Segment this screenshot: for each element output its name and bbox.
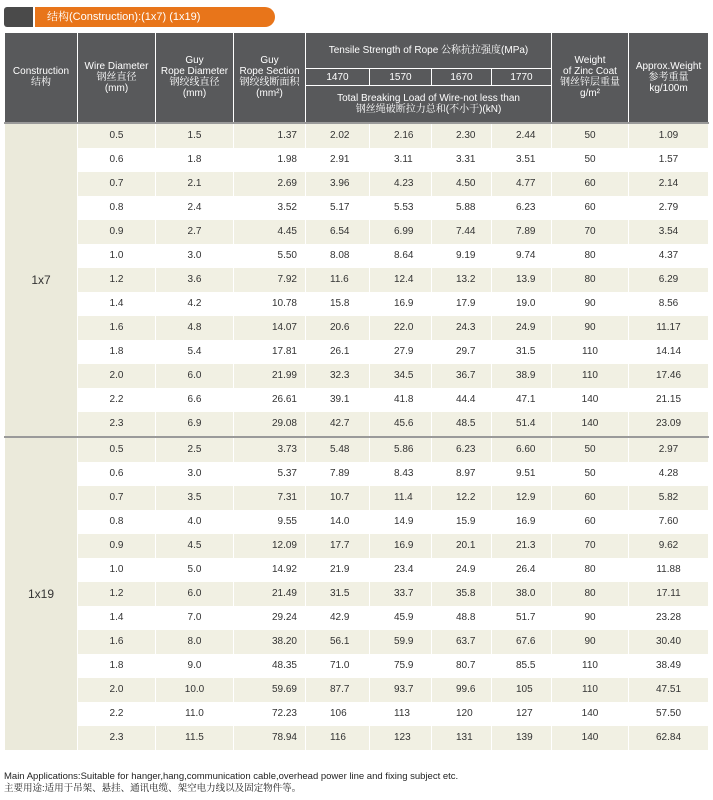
guy-rope-section-cell: 59.69 xyxy=(234,678,306,702)
zinc-weight-cell: 50 xyxy=(552,437,629,462)
load-1770-cell: 47.1 xyxy=(492,388,552,412)
load-1570-cell: 4.23 xyxy=(370,172,432,196)
guy-rope-diameter-cell: 6.0 xyxy=(156,364,234,388)
zinc-weight-cell: 140 xyxy=(552,388,629,412)
header-grade-1770: 1770 xyxy=(492,69,552,86)
load-1470-cell: 42.9 xyxy=(306,606,370,630)
header-breaking-load: Total Breaking Load of Wire-not less than 钢丝绳破断拉力总和(不小于)(kN) xyxy=(306,86,552,123)
load-1570-cell: 12.4 xyxy=(370,268,432,292)
load-1670-cell: 48.5 xyxy=(432,412,492,437)
load-1570-cell: 5.53 xyxy=(370,196,432,220)
zinc-weight-cell: 50 xyxy=(552,462,629,486)
load-1770-cell: 13.9 xyxy=(492,268,552,292)
zinc-weight-cell: 90 xyxy=(552,316,629,340)
load-1570-cell: 14.9 xyxy=(370,510,432,534)
approx-weight-cell: 11.88 xyxy=(629,558,709,582)
wire-diameter-cell: 2.2 xyxy=(78,388,156,412)
load-1570-cell: 123 xyxy=(370,726,432,750)
approx-weight-cell: 3.54 xyxy=(629,220,709,244)
guy-rope-section-cell: 21.49 xyxy=(234,582,306,606)
zinc-weight-cell: 110 xyxy=(552,654,629,678)
wire-diameter-cell: 1.4 xyxy=(78,292,156,316)
footer-applications-en: Main Applications:Suitable for hanger,hang,communication cable,overhead power line and fixing subject etc. xyxy=(4,771,459,782)
load-1570-cell: 33.7 xyxy=(370,582,432,606)
approx-weight-cell: 2.14 xyxy=(629,172,709,196)
load-1670-cell: 6.23 xyxy=(432,437,492,462)
wire-diameter-cell: 2.3 xyxy=(78,726,156,750)
load-1570-cell: 75.9 xyxy=(370,654,432,678)
guy-rope-diameter-cell: 3.0 xyxy=(156,244,234,268)
table-row xyxy=(5,220,709,244)
table-row xyxy=(5,172,709,196)
table-row xyxy=(5,702,709,726)
header-approx-weight: Approx.Weight 参考重量 kg/100m xyxy=(629,33,709,123)
guy-rope-diameter-cell: 2.5 xyxy=(156,437,234,462)
zinc-weight-cell: 90 xyxy=(552,606,629,630)
guy-rope-section-cell: 2.69 xyxy=(234,172,306,196)
approx-weight-cell: 17.11 xyxy=(629,582,709,606)
load-1570-cell: 27.9 xyxy=(370,340,432,364)
guy-rope-section-cell: 38.20 xyxy=(234,630,306,654)
load-1570-cell: 16.9 xyxy=(370,534,432,558)
load-1770-cell: 51.7 xyxy=(492,606,552,630)
header-tensile-strength: Tensile Strength of Rope 公称抗拉强度(MPa) xyxy=(306,33,552,69)
approx-weight-cell: 5.82 xyxy=(629,486,709,510)
zinc-weight-cell: 80 xyxy=(552,268,629,292)
guy-rope-section-cell: 5.37 xyxy=(234,462,306,486)
table-row xyxy=(5,340,709,364)
guy-rope-diameter-cell: 11.0 xyxy=(156,702,234,726)
guy-rope-diameter-cell: 6.0 xyxy=(156,582,234,606)
load-1470-cell: 71.0 xyxy=(306,654,370,678)
load-1770-cell: 6.23 xyxy=(492,196,552,220)
header-grade-1670: 1670 xyxy=(432,69,492,86)
wire-diameter-cell: 2.2 xyxy=(78,702,156,726)
wire-diameter-cell: 2.3 xyxy=(78,412,156,437)
zinc-weight-cell: 90 xyxy=(552,292,629,316)
load-1570-cell: 5.86 xyxy=(370,437,432,462)
guy-rope-section-cell: 9.55 xyxy=(234,510,306,534)
header-wire-diameter: Wire Diameter 钢丝直径 (mm) xyxy=(78,33,156,123)
guy-rope-diameter-cell: 4.8 xyxy=(156,316,234,340)
wire-diameter-cell: 1.4 xyxy=(78,606,156,630)
load-1570-cell: 22.0 xyxy=(370,316,432,340)
wire-diameter-cell: 1.0 xyxy=(78,558,156,582)
load-1670-cell: 24.3 xyxy=(432,316,492,340)
approx-weight-cell: 62.84 xyxy=(629,726,709,750)
load-1770-cell: 85.5 xyxy=(492,654,552,678)
zinc-weight-cell: 50 xyxy=(552,123,629,148)
load-1770-cell: 31.5 xyxy=(492,340,552,364)
load-1670-cell: 3.31 xyxy=(432,148,492,172)
guy-rope-diameter-cell: 6.9 xyxy=(156,412,234,437)
load-1470-cell: 26.1 xyxy=(306,340,370,364)
guy-rope-diameter-cell: 2.7 xyxy=(156,220,234,244)
load-1670-cell: 17.9 xyxy=(432,292,492,316)
load-1470-cell: 3.96 xyxy=(306,172,370,196)
wire-diameter-cell: 2.0 xyxy=(78,364,156,388)
load-1470-cell: 14.0 xyxy=(306,510,370,534)
load-1570-cell: 59.9 xyxy=(370,630,432,654)
load-1470-cell: 106 xyxy=(306,702,370,726)
load-1670-cell: 7.44 xyxy=(432,220,492,244)
load-1470-cell: 5.48 xyxy=(306,437,370,462)
load-1670-cell: 80.7 xyxy=(432,654,492,678)
load-1470-cell: 11.6 xyxy=(306,268,370,292)
wire-diameter-cell: 0.6 xyxy=(78,148,156,172)
table-row xyxy=(5,462,709,486)
wire-diameter-cell: 0.5 xyxy=(78,123,156,148)
zinc-weight-cell: 140 xyxy=(552,412,629,437)
table-row xyxy=(5,412,709,437)
load-1470-cell: 42.7 xyxy=(306,412,370,437)
guy-rope-diameter-cell: 3.5 xyxy=(156,486,234,510)
load-1670-cell: 12.2 xyxy=(432,486,492,510)
guy-rope-diameter-cell: 4.0 xyxy=(156,510,234,534)
table-row xyxy=(5,606,709,630)
guy-rope-diameter-cell: 2.1 xyxy=(156,172,234,196)
wire-diameter-cell: 1.8 xyxy=(78,340,156,364)
load-1770-cell: 6.60 xyxy=(492,437,552,462)
guy-rope-diameter-cell: 7.0 xyxy=(156,606,234,630)
header-construction: Construction 结构 xyxy=(5,33,78,123)
load-1770-cell: 67.6 xyxy=(492,630,552,654)
table-row xyxy=(5,534,709,558)
zinc-weight-cell: 110 xyxy=(552,340,629,364)
table-row xyxy=(5,292,709,316)
guy-rope-section-cell: 14.92 xyxy=(234,558,306,582)
wire-diameter-cell: 0.7 xyxy=(78,486,156,510)
table-row xyxy=(5,510,709,534)
load-1570-cell: 93.7 xyxy=(370,678,432,702)
guy-rope-diameter-cell: 2.4 xyxy=(156,196,234,220)
load-1470-cell: 8.08 xyxy=(306,244,370,268)
guy-rope-section-cell: 3.73 xyxy=(234,437,306,462)
load-1570-cell: 8.43 xyxy=(370,462,432,486)
load-1470-cell: 6.54 xyxy=(306,220,370,244)
wire-diameter-cell: 0.8 xyxy=(78,196,156,220)
approx-weight-cell: 4.37 xyxy=(629,244,709,268)
header-zinc-weight: Weight of Zinc Coat 钢丝锌层重量 g/m² xyxy=(552,33,629,123)
table-row xyxy=(5,316,709,340)
table-row xyxy=(5,654,709,678)
wire-diameter-cell: 0.7 xyxy=(78,172,156,196)
load-1470-cell: 5.17 xyxy=(306,196,370,220)
zinc-weight-cell: 60 xyxy=(552,172,629,196)
guy-rope-section-cell: 12.09 xyxy=(234,534,306,558)
load-1770-cell: 4.77 xyxy=(492,172,552,196)
guy-rope-diameter-cell: 4.5 xyxy=(156,534,234,558)
wire-diameter-cell: 0.5 xyxy=(78,437,156,462)
load-1770-cell: 19.0 xyxy=(492,292,552,316)
load-1770-cell: 12.9 xyxy=(492,486,552,510)
wire-diameter-cell: 1.6 xyxy=(78,630,156,654)
table-row xyxy=(5,244,709,268)
table-row xyxy=(5,678,709,702)
guy-rope-section-cell: 26.61 xyxy=(234,388,306,412)
table-row xyxy=(5,196,709,220)
footer-notes xyxy=(4,771,458,795)
guy-rope-section-cell: 17.81 xyxy=(234,340,306,364)
approx-weight-cell: 4.28 xyxy=(629,462,709,486)
load-1770-cell: 24.9 xyxy=(492,316,552,340)
table-row xyxy=(5,582,709,606)
load-1570-cell: 6.99 xyxy=(370,220,432,244)
load-1470-cell: 15.8 xyxy=(306,292,370,316)
zinc-weight-cell: 70 xyxy=(552,534,629,558)
guy-rope-diameter-cell: 3.6 xyxy=(156,268,234,292)
approx-weight-cell: 8.56 xyxy=(629,292,709,316)
load-1670-cell: 35.8 xyxy=(432,582,492,606)
guy-rope-diameter-cell: 9.0 xyxy=(156,654,234,678)
construction-cell: 1x7 xyxy=(5,123,78,437)
approx-weight-cell: 1.09 xyxy=(629,123,709,148)
guy-rope-diameter-cell: 1.5 xyxy=(156,123,234,148)
approx-weight-cell: 30.40 xyxy=(629,630,709,654)
table-row xyxy=(5,726,709,750)
load-1670-cell: 20.1 xyxy=(432,534,492,558)
section-title-bar xyxy=(4,7,275,27)
guy-rope-diameter-cell: 4.2 xyxy=(156,292,234,316)
load-1670-cell: 5.88 xyxy=(432,196,492,220)
load-1770-cell: 7.89 xyxy=(492,220,552,244)
zinc-weight-cell: 80 xyxy=(552,558,629,582)
load-1470-cell: 20.6 xyxy=(306,316,370,340)
zinc-weight-cell: 60 xyxy=(552,196,629,220)
zinc-weight-cell: 110 xyxy=(552,678,629,702)
load-1770-cell: 127 xyxy=(492,702,552,726)
zinc-weight-cell: 50 xyxy=(552,148,629,172)
construction-cell: 1x19 xyxy=(5,437,78,750)
table-row xyxy=(5,437,709,462)
load-1570-cell: 34.5 xyxy=(370,364,432,388)
load-1670-cell: 15.9 xyxy=(432,510,492,534)
load-1470-cell: 32.3 xyxy=(306,364,370,388)
spec-table xyxy=(4,32,709,750)
guy-rope-section-cell: 48.35 xyxy=(234,654,306,678)
guy-rope-diameter-cell: 5.4 xyxy=(156,340,234,364)
approx-weight-cell: 21.15 xyxy=(629,388,709,412)
guy-rope-diameter-cell: 10.0 xyxy=(156,678,234,702)
table-row xyxy=(5,558,709,582)
wire-diameter-cell: 2.0 xyxy=(78,678,156,702)
load-1570-cell: 3.11 xyxy=(370,148,432,172)
load-1670-cell: 99.6 xyxy=(432,678,492,702)
load-1670-cell: 24.9 xyxy=(432,558,492,582)
load-1770-cell: 26.4 xyxy=(492,558,552,582)
guy-rope-section-cell: 3.52 xyxy=(234,196,306,220)
load-1470-cell: 21.9 xyxy=(306,558,370,582)
guy-rope-diameter-cell: 8.0 xyxy=(156,630,234,654)
guy-rope-section-cell: 5.50 xyxy=(234,244,306,268)
zinc-weight-cell: 60 xyxy=(552,486,629,510)
guy-rope-diameter-cell: 3.0 xyxy=(156,462,234,486)
load-1570-cell: 11.4 xyxy=(370,486,432,510)
load-1470-cell: 39.1 xyxy=(306,388,370,412)
load-1770-cell: 9.51 xyxy=(492,462,552,486)
load-1670-cell: 48.8 xyxy=(432,606,492,630)
load-1570-cell: 113 xyxy=(370,702,432,726)
load-1770-cell: 38.9 xyxy=(492,364,552,388)
footer-applications-cn: 主要用途:适用于吊架、悬挂、通讯电缆、架空电力线以及固定物件等。 xyxy=(4,783,302,794)
header-grade-1570: 1570 xyxy=(370,69,432,86)
guy-rope-diameter-cell: 1.8 xyxy=(156,148,234,172)
load-1470-cell: 31.5 xyxy=(306,582,370,606)
load-1770-cell: 105 xyxy=(492,678,552,702)
load-1670-cell: 9.19 xyxy=(432,244,492,268)
spec-table-body xyxy=(5,123,709,750)
load-1470-cell: 87.7 xyxy=(306,678,370,702)
guy-rope-section-cell: 29.08 xyxy=(234,412,306,437)
wire-diameter-cell: 1.2 xyxy=(78,268,156,292)
load-1770-cell: 16.9 xyxy=(492,510,552,534)
guy-rope-section-cell: 14.07 xyxy=(234,316,306,340)
guy-rope-section-cell: 7.92 xyxy=(234,268,306,292)
load-1770-cell: 139 xyxy=(492,726,552,750)
guy-rope-section-cell: 29.24 xyxy=(234,606,306,630)
load-1470-cell: 10.7 xyxy=(306,486,370,510)
guy-rope-section-cell: 1.37 xyxy=(234,123,306,148)
table-row xyxy=(5,148,709,172)
approx-weight-cell: 2.97 xyxy=(629,437,709,462)
load-1570-cell: 8.64 xyxy=(370,244,432,268)
guy-rope-section-cell: 4.45 xyxy=(234,220,306,244)
load-1670-cell: 8.97 xyxy=(432,462,492,486)
approx-weight-cell: 23.09 xyxy=(629,412,709,437)
load-1470-cell: 2.02 xyxy=(306,123,370,148)
load-1570-cell: 16.9 xyxy=(370,292,432,316)
load-1670-cell: 36.7 xyxy=(432,364,492,388)
load-1470-cell: 56.1 xyxy=(306,630,370,654)
approx-weight-cell: 2.79 xyxy=(629,196,709,220)
load-1670-cell: 13.2 xyxy=(432,268,492,292)
approx-weight-cell: 57.50 xyxy=(629,702,709,726)
load-1670-cell: 29.7 xyxy=(432,340,492,364)
load-1770-cell: 2.44 xyxy=(492,123,552,148)
zinc-weight-cell: 140 xyxy=(552,702,629,726)
wire-diameter-cell: 0.9 xyxy=(78,220,156,244)
approx-weight-cell: 47.51 xyxy=(629,678,709,702)
load-1470-cell: 116 xyxy=(306,726,370,750)
load-1570-cell: 2.16 xyxy=(370,123,432,148)
zinc-weight-cell: 80 xyxy=(552,244,629,268)
load-1770-cell: 38.0 xyxy=(492,582,552,606)
header-guy-rope-section: Guy Rope Section 钢绞线断面积 (mm²) xyxy=(234,33,306,123)
header-grade-1470: 1470 xyxy=(306,69,370,86)
approx-weight-cell: 1.57 xyxy=(629,148,709,172)
load-1770-cell: 3.51 xyxy=(492,148,552,172)
table-row xyxy=(5,388,709,412)
load-1670-cell: 120 xyxy=(432,702,492,726)
load-1470-cell: 7.89 xyxy=(306,462,370,486)
load-1770-cell: 21.3 xyxy=(492,534,552,558)
header-guy-rope-diameter: Guy Rope Diameter 钢绞线直径 (mm) xyxy=(156,33,234,123)
load-1770-cell: 9.74 xyxy=(492,244,552,268)
guy-rope-diameter-cell: 5.0 xyxy=(156,558,234,582)
title-marker xyxy=(4,7,33,27)
section-title: 结构(Construction):(1x7) (1x19) xyxy=(35,7,275,27)
approx-weight-cell: 14.14 xyxy=(629,340,709,364)
guy-rope-diameter-cell: 11.5 xyxy=(156,726,234,750)
wire-diameter-cell: 0.8 xyxy=(78,510,156,534)
load-1470-cell: 2.91 xyxy=(306,148,370,172)
guy-rope-diameter-cell: 6.6 xyxy=(156,388,234,412)
guy-rope-section-cell: 10.78 xyxy=(234,292,306,316)
zinc-weight-cell: 90 xyxy=(552,630,629,654)
wire-diameter-cell: 0.9 xyxy=(78,534,156,558)
load-1570-cell: 45.9 xyxy=(370,606,432,630)
table-row xyxy=(5,630,709,654)
wire-diameter-cell: 0.6 xyxy=(78,462,156,486)
guy-rope-section-cell: 1.98 xyxy=(234,148,306,172)
guy-rope-section-cell: 72.23 xyxy=(234,702,306,726)
zinc-weight-cell: 70 xyxy=(552,220,629,244)
approx-weight-cell: 11.17 xyxy=(629,316,709,340)
approx-weight-cell: 38.49 xyxy=(629,654,709,678)
zinc-weight-cell: 60 xyxy=(552,510,629,534)
approx-weight-cell: 6.29 xyxy=(629,268,709,292)
load-1470-cell: 17.7 xyxy=(306,534,370,558)
approx-weight-cell: 23.28 xyxy=(629,606,709,630)
zinc-weight-cell: 110 xyxy=(552,364,629,388)
load-1670-cell: 2.30 xyxy=(432,123,492,148)
zinc-weight-cell: 80 xyxy=(552,582,629,606)
approx-weight-cell: 7.60 xyxy=(629,510,709,534)
load-1670-cell: 4.50 xyxy=(432,172,492,196)
load-1670-cell: 63.7 xyxy=(432,630,492,654)
guy-rope-section-cell: 21.99 xyxy=(234,364,306,388)
load-1670-cell: 44.4 xyxy=(432,388,492,412)
wire-diameter-cell: 1.8 xyxy=(78,654,156,678)
table-row xyxy=(5,486,709,510)
table-row xyxy=(5,123,709,148)
table-row xyxy=(5,364,709,388)
approx-weight-cell: 17.46 xyxy=(629,364,709,388)
load-1570-cell: 41.8 xyxy=(370,388,432,412)
wire-diameter-cell: 1.0 xyxy=(78,244,156,268)
table-row xyxy=(5,268,709,292)
load-1670-cell: 131 xyxy=(432,726,492,750)
load-1570-cell: 23.4 xyxy=(370,558,432,582)
load-1570-cell: 45.6 xyxy=(370,412,432,437)
wire-diameter-cell: 1.6 xyxy=(78,316,156,340)
zinc-weight-cell: 140 xyxy=(552,726,629,750)
guy-rope-section-cell: 78.94 xyxy=(234,726,306,750)
guy-rope-section-cell: 7.31 xyxy=(234,486,306,510)
approx-weight-cell: 9.62 xyxy=(629,534,709,558)
load-1770-cell: 51.4 xyxy=(492,412,552,437)
wire-diameter-cell: 1.2 xyxy=(78,582,156,606)
